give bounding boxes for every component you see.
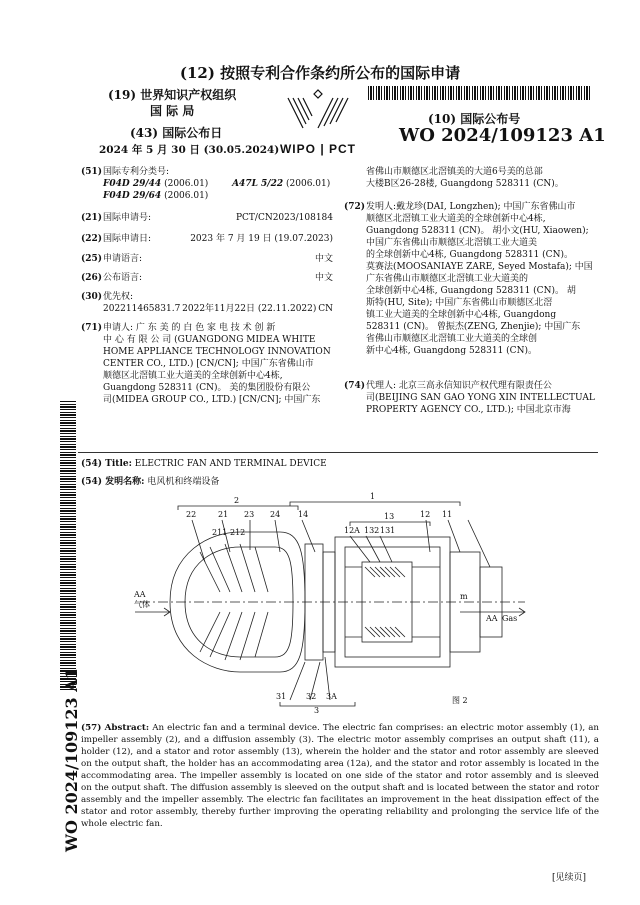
fig-label-23: 23 [244, 510, 255, 519]
side-pub-number: WO 2024/109123 A1 [62, 668, 81, 852]
fig-label-32: 32 [306, 692, 317, 701]
field-74: (74) 代理人: 北京三高永信知识产权代理有限责任公 司(BEIJING SAN GAO YONG XIN INTELLECTUAL PROPERTY AGENCY CO., LTD.); 中国北京市海 [344, 380, 600, 416]
fig-label-gas-right: Gas [502, 614, 518, 623]
pub-number: WO 2024/109123 A1 [399, 125, 606, 146]
fig-label-3A: 3A [326, 692, 337, 701]
fig-label-11: 11 [442, 510, 453, 519]
wipo-logo [268, 88, 368, 156]
fig-label-211: 211 [212, 528, 228, 537]
fig-label-3: 3 [314, 706, 320, 715]
inventor-lines: 发明人:戴龙珍(DAI, Longzhen); 中国广东省佛山市 顺德区北滘镇工业大道美的全球创新中心4栋, Guangdong 528311 (CN)。 胡小文(HU, Xiaowen); 中国广东省佛山市顺德区北滘镇工业大道美 的全球创新中心4栋, Guangdong 528311 (CN)。 莫赛法(MOOSANIAYE ZARE, Seyed Mostafa); 中国 广东省佛山市顺德区北滘镇工业大道美的 全球创新中心4栋, Guangdong 528311 (CN)。 胡 斯特(HU, Site); 中国广东省佛山市顺德区北滘 镇工业大道美的全球创新中心4栋, Guangdong 528311 (CN)。 曾振杰(ZENG, Zhenjie); 中国广东 省佛山市顺德区北滘镇工业大道美的全球创 新中心4栋, Guangdong 528311 (CN)。 [366, 202, 593, 356]
side-barcode [60, 400, 76, 690]
fig-label-2: 2 [234, 496, 240, 505]
fig-label-12: 12 [420, 510, 431, 519]
abstract: (57) Abstract: An electric fan and a terminal device. The electric fan comprises: an electric motor assembly (1), an impeller assembly (2), and a diffusion assembly (3). The electric motor assembly comprises an output shaft (11), a holder (12), and a stator and rotor assembly (13), wherein the holder and the stator and rotor assembly are sleeved on the output shaft, the holder has an accommodating area (12a), and the stator and rotor assembly is located in the accommodating area. The impeller assembly is located on one side of the stator and rotor assembly and is sleeved on the output shaft. The diffusion assembly is sleeved on the output shaft and is located between the stator and rotor assembly and the impeller assembly. The electric fan facilitates an improvement in the heat dissipation effect of the stator and rotor assembly, thereby further improving the operating reliability and prolonging the service life of the whole electric fan. [81, 723, 599, 829]
fig-label-22: 22 [186, 510, 197, 519]
divider-top [78, 452, 598, 453]
fig-label-m: m [460, 592, 468, 601]
fig-label-21: 21 [218, 510, 229, 519]
fig-label-aa-right: AA [486, 614, 498, 623]
figure-caption: 图 2 [452, 696, 468, 705]
continued-on-next-page: [见续页] [552, 873, 587, 883]
fig-label-1: 1 [370, 492, 376, 501]
title-cn: (54) 发明名称: 电风机和终端设备 [81, 477, 220, 487]
pub-date-label: (43) 国际公布日 [130, 126, 223, 140]
fig-label-gas-left: 气体 [134, 600, 150, 609]
fig-label-131: 131 [380, 526, 396, 535]
fig-label-31: 31 [276, 692, 287, 701]
barcode [368, 86, 590, 100]
fan-cross-section-drawing [130, 492, 530, 717]
wipo-logo-text: WIPO | PCT [279, 142, 357, 156]
field-51: (51)国际专利分类号: F04D 29/44 (2006.01) A47L 5/22 (2006.01) F04D 29/64 (2006.01) [81, 167, 331, 201]
field-26: (26)公布语言: 中文 [81, 273, 333, 283]
org-name: (19) 世界知识产权组织 [108, 88, 237, 102]
applicant-lines: 申请人: 广 东 美 的 白 色 家 电 技 术 创 新 中 心 有 限 公 司 (GUANGDONG MIDEA WHITE HOME APPLIANCE TECHNOLOGY INNOVATION CENTER CO., LTD.) [CN/CN]; 中国广东省佛山市 顺德区北滘镇工业大道美的全球创新中心4栋, Guangdong 528311 (CN)。 美的集团股份有限公 司(MIDEA GROUP CO., LTD.) [CN/CN]; 中国广东 [103, 323, 331, 405]
fig-label-212: 212 [230, 528, 246, 537]
pub-number-label: (10) 国际公布号 [428, 112, 521, 126]
org-bureau: 国 际 局 [150, 104, 195, 118]
fig-label-24: 24 [270, 510, 281, 519]
field-21: (21)国际申请号: PCT/CN2023/108184 [81, 213, 333, 223]
fig-label-aa-left: AA [134, 590, 146, 599]
pub-date-value: 2024 年 5 月 30 日 (30.05.2024) [99, 144, 280, 156]
agent-lines: 代理人: 北京三高永信知识产权代理有限责任公 司(BEIJING SAN GAO YONG XIN INTELLECTUAL PROPERTY AGENCY CO., LTD.); 中国北京市海 [366, 381, 595, 415]
field-72: (72) 发明人:戴龙珍(DAI, Longzhen); 中国广东省佛山市 顺德区北滘镇工业大道美的全球创新中心4栋, Guangdong 528311 (CN)。 胡小文(HU, Xiaowen); 中国广东省佛山市顺德区北滘镇工业大道美 的全球创新中心4栋, Guangdong 528311 (CN)。 莫赛法(MOOSANIAYE ZARE, Seyed Mostafa); 中国 广东省佛山市顺德区北滘镇工业大道美的 全球创新中心4栋, Guangdong 528311 (CN)。 胡 斯特(HU, Site); 中国广东省佛山市顺德区北滘 镇工业大道美的全球创新中心4栋, Guangdong 528311 (CN)。 曾振杰(ZENG, Zhenjie); 中国广东 省佛山市顺德区北滘镇工业大道美的全球创 新中心4栋, Guangdong 528311 (CN)。 [344, 201, 600, 357]
wipo-emblem-icon [268, 88, 368, 138]
field-25: (25)申请语言: 中文 [81, 254, 333, 264]
field-71: (71) 申请人: 广 东 美 的 白 色 家 电 技 术 创 新 中 心 有 限 公 司 (GUANGDONG MIDEA WHITE HOME APPLIANCE TECHNOLOGY INNOVATION CENTER CO., LTD.) [CN/CN]; 中国广东省佛山市 顺德区北滘镇工业大道美的全球创新中心4栋, Guangdong 528311 (CN)。 美的集团股份有限公 司(MIDEA GROUP CO., LTD.) [CN/CN]; 中国广东 [81, 322, 333, 406]
title-en: (54) Title: ELECTRIC FAN AND TERMINAL DEVICE [81, 459, 327, 469]
fig-label-13: 13 [384, 512, 395, 521]
applicant-continued: 省佛山市顺德区北滘镇美的大道6号美的总部 大楼B区26-28楼, Guangdong 528311 (CN)。 [366, 167, 564, 189]
document-title: (12) 按照专利合作条约所公布的国际申请 [179, 64, 461, 82]
figure-2 [130, 492, 530, 717]
fig-label-132: 132 [364, 526, 380, 535]
field-30: (30)优先权: 202211465831.7 2022年11月22日 (22.11.2022) CN [81, 292, 333, 314]
fig-label-12A: 12A [344, 526, 360, 535]
field-22: (22)国际申请日: 2023 年 7 月 19 日 (19.07.2023) [81, 234, 333, 244]
fig-label-14: 14 [298, 510, 309, 519]
